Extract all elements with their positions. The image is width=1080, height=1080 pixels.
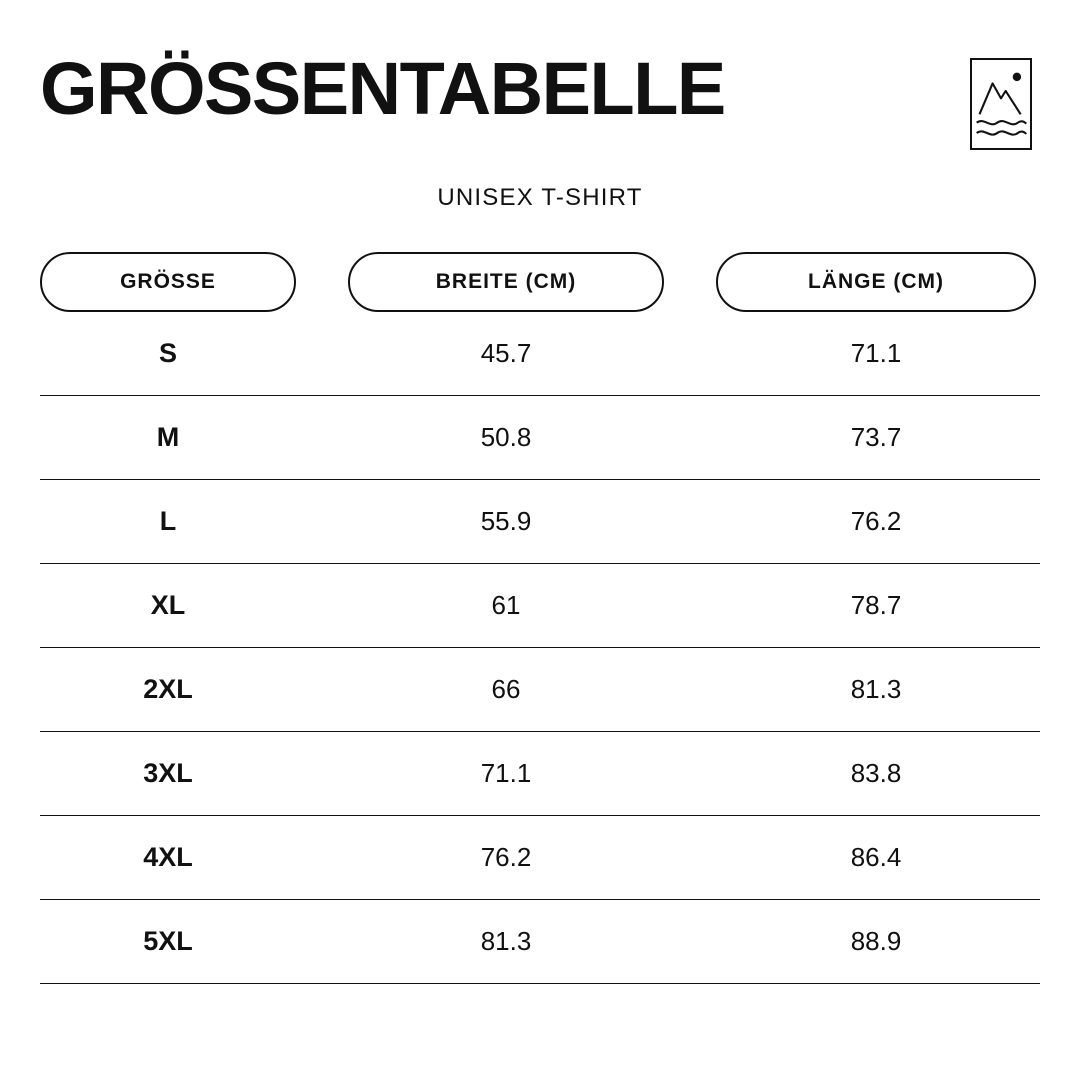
cell-length: 73.7 (850, 422, 902, 452)
mountain-landscape-icon (970, 58, 1032, 150)
cell-size: 4XL (143, 842, 193, 872)
table-row (40, 480, 1040, 564)
cell-width: 71.1 (480, 758, 532, 788)
table-row (40, 396, 1040, 480)
table-row (40, 732, 1040, 816)
cell-size: L (159, 506, 177, 536)
cell-width: 61 (491, 590, 521, 620)
table-row (40, 900, 1040, 984)
cell-width: 55.9 (480, 506, 532, 536)
column-header-width: BREITE (CM) (348, 252, 664, 312)
column-header-length: LÄNGE (CM) (716, 252, 1036, 312)
cell-size: XL (150, 590, 186, 620)
product-subtitle: UNISEX T-SHIRT (437, 184, 643, 211)
cell-width: 76.2 (480, 842, 532, 872)
size-table (40, 252, 1040, 984)
table-row (40, 564, 1040, 648)
table-header-row (40, 252, 1040, 312)
page-title: GRÖSSENTABELLE (40, 47, 725, 130)
cell-length: 71.1 (850, 338, 902, 368)
cell-width: 81.3 (480, 926, 532, 956)
cell-size: S (158, 338, 177, 368)
cell-width: 50.8 (480, 422, 532, 452)
table-row (40, 648, 1040, 732)
cell-length: 86.4 (850, 842, 902, 872)
cell-size: 2XL (143, 674, 193, 704)
cell-size: M (156, 422, 180, 452)
cell-size: 3XL (143, 758, 193, 788)
cell-length: 78.7 (850, 590, 902, 620)
table-row (40, 312, 1040, 396)
cell-length: 76.2 (850, 506, 902, 536)
cell-length: 88.9 (850, 926, 902, 956)
cell-size: 5XL (143, 926, 193, 956)
cell-width: 66 (491, 674, 521, 704)
page-header (40, 0, 1040, 150)
cell-width: 45.7 (480, 338, 532, 368)
cell-length: 83.8 (850, 758, 902, 788)
column-header-size: GRÖSSE (40, 252, 296, 312)
table-row (40, 816, 1040, 900)
cell-length: 81.3 (850, 674, 902, 704)
